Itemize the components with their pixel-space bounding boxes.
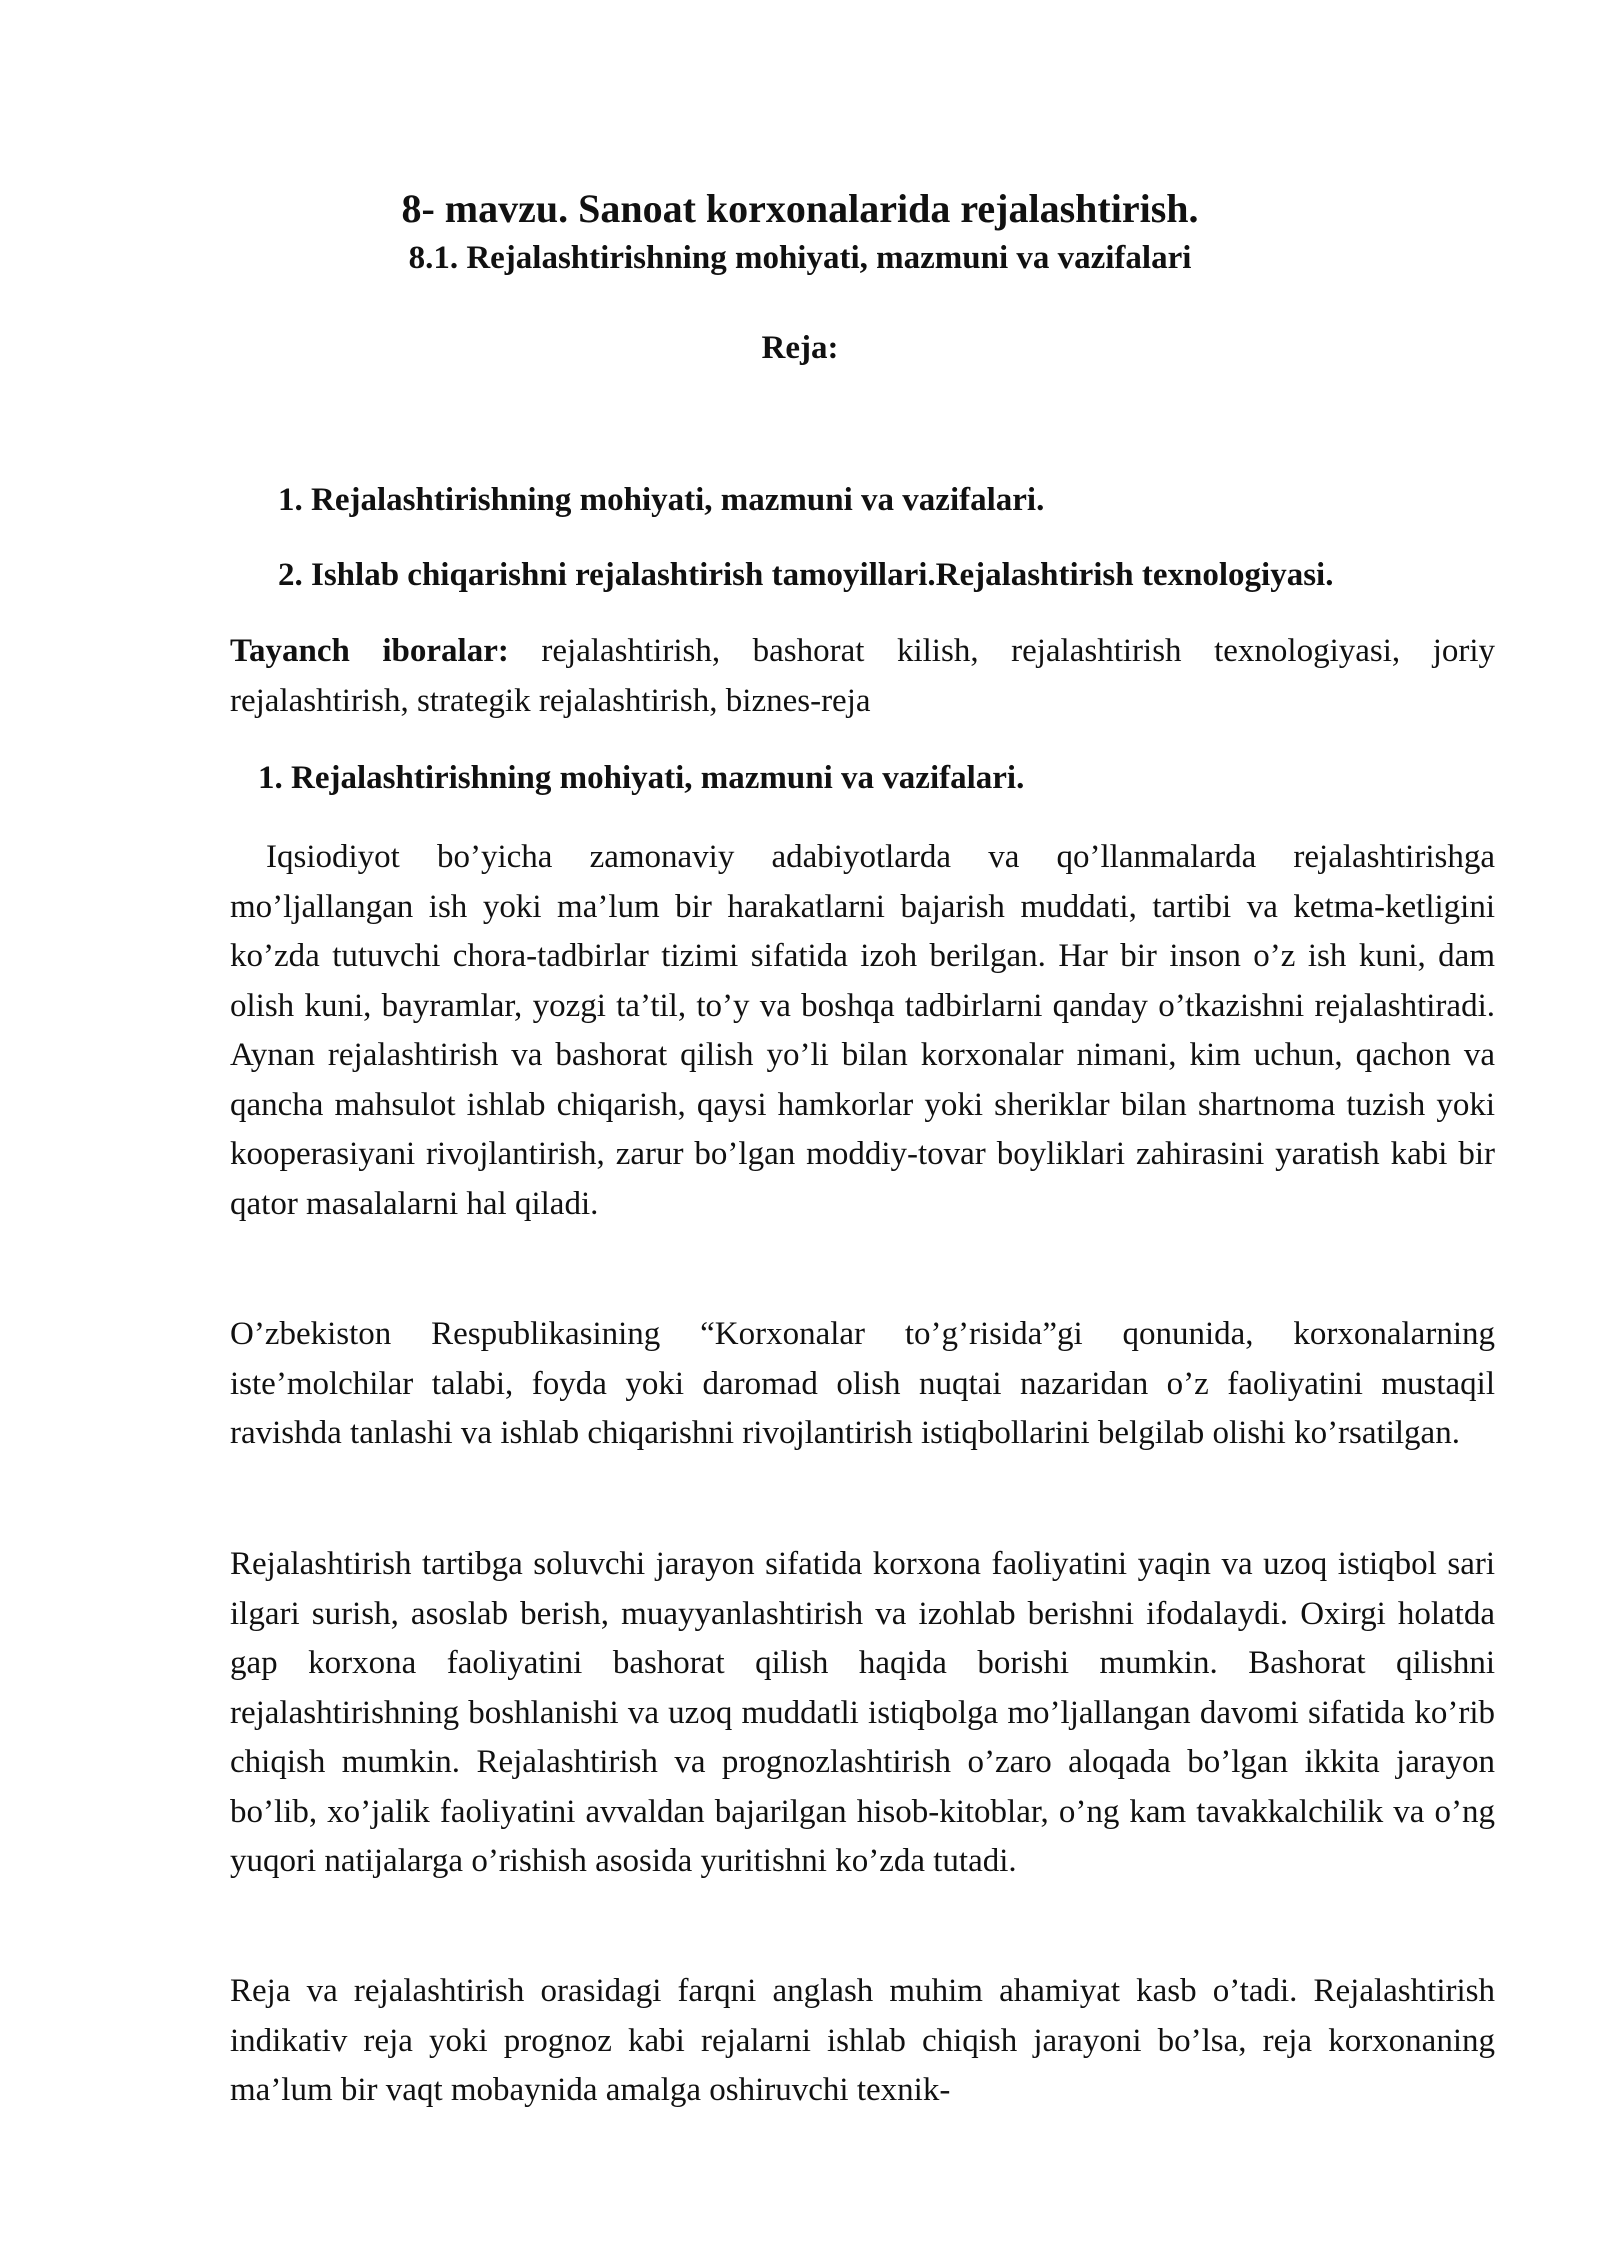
keywords-text: rejalashtirish, bashorat kilish, rejalashtirish texnologiyasi, joriy rejalashtirish, strategik rejalashtirish, biznes-reja bbox=[230, 633, 1496, 719]
body-paragraph: O’zbekiston Respublikasining “Korxonalar to’g’risida”gi qonunida, korxonalarning iste’molchilar talabi, foyda yoki daromad olish nuqtai nazaridan o’z faoliyatini mustaqil ravishda tanlashi va ishlab chiqarishni rivojlantirish istiqbollarini belgilab olishi ko’rsatilgan. bbox=[230, 1316, 1495, 1451]
plan-heading: Reja: bbox=[761, 330, 839, 366]
body-paragraph: Iqsiodiyot bo’yicha zamonaviy adabiyotlarda va qo’llanmalarda rejalashtirishga mo’ljallangan ish yoki ma’lum bir harakatlarni bajarish muddati, tartibi va ketma-ketligini ko’zda tutuvchi chora-tadbirlar tizimi sifatida izoh berilgan. Har bir inson o’z ish kuni, dam olish kuni, bayramlar, yozgi ta’til, to’y va boshqa tadbirlarni qanday o’tkazishni rejalashtiradi. Aynan rejalashtirish va bashorat qilish yo’li bilan korxonalar nimani, kim uchun, qachon va qancha mahsulot ishlab chiqarish, qaysi hamkorlar yoki sheriklar bilan shartnoma tuzish yoki kooperasiyani rivojlantirish, zarur bo’lgan moddiy-tovar boyliklari zahirasini yaratish kabi bir qator masalalarni hal qiladi. bbox=[230, 839, 1495, 1222]
keywords-label: Tayanch iboralar: bbox=[230, 633, 509, 669]
keywords-paragraph bbox=[230, 627, 1495, 726]
body-paragraph: Reja va rejalashtirish orasidagi farqni anglash muhim ahamiyat kasb o’tadi. Rejalashtirish indikativ reja yoki prognoz kabi rejalarni ishlab chiqish jarayoni bo’lsa, reja korxonaning ma’lum bir vaqt mobaynida amalga oshiruvchi texnik- bbox=[230, 1973, 1495, 2108]
page-subtitle: 8.1. Rejalashtirishning mohiyati, mazmuni va vazifalari bbox=[408, 240, 1192, 276]
section-heading: 1. Rejalashtirishning mohiyati, mazmuni va vazifalari. bbox=[258, 760, 1025, 796]
body-paragraph: Rejalashtirish tartibga soluvchi jarayon sifatida korxona faoliyatini yaqin va uzoq istiqbol sari ilgari surish, asoslab berish, muayyanlashtirish va izohlab berishni ifodalaydi. Oxirgi holatda gap korxona faoliyatini bashorat qilish haqida borishi mumkin. Bashorat qilishni rejalashtirishning boshlanishi va uzoq muddatli istiqbolga mo’ljallangan davomi sifatida ko’rib chiqish mumkin. Rejalashtirish va prognozlashtirish o’zaro aloqada bo’lgan ikkita jarayon bo’lib, xo’jalik faoliyatini avvaldan bajarilgan hisob-kitoblar, o’ng kam tavakkalchilik va o’ng yuqori natijalarga o’rishish asosida yuritishni ko’zda tutadi. bbox=[230, 1546, 1495, 1879]
plan-item: 2. Ishlab chiqarishni rejalashtirish tamoyillari.Rejalashtirish texnologiyasi. bbox=[278, 557, 1334, 593]
plan-item: 1. Rejalashtirishning mohiyati, mazmuni va vazifalari. bbox=[278, 482, 1045, 518]
page-title: 8- mavzu. Sanoat korxonalarida rejalashtirish. bbox=[401, 186, 1199, 231]
